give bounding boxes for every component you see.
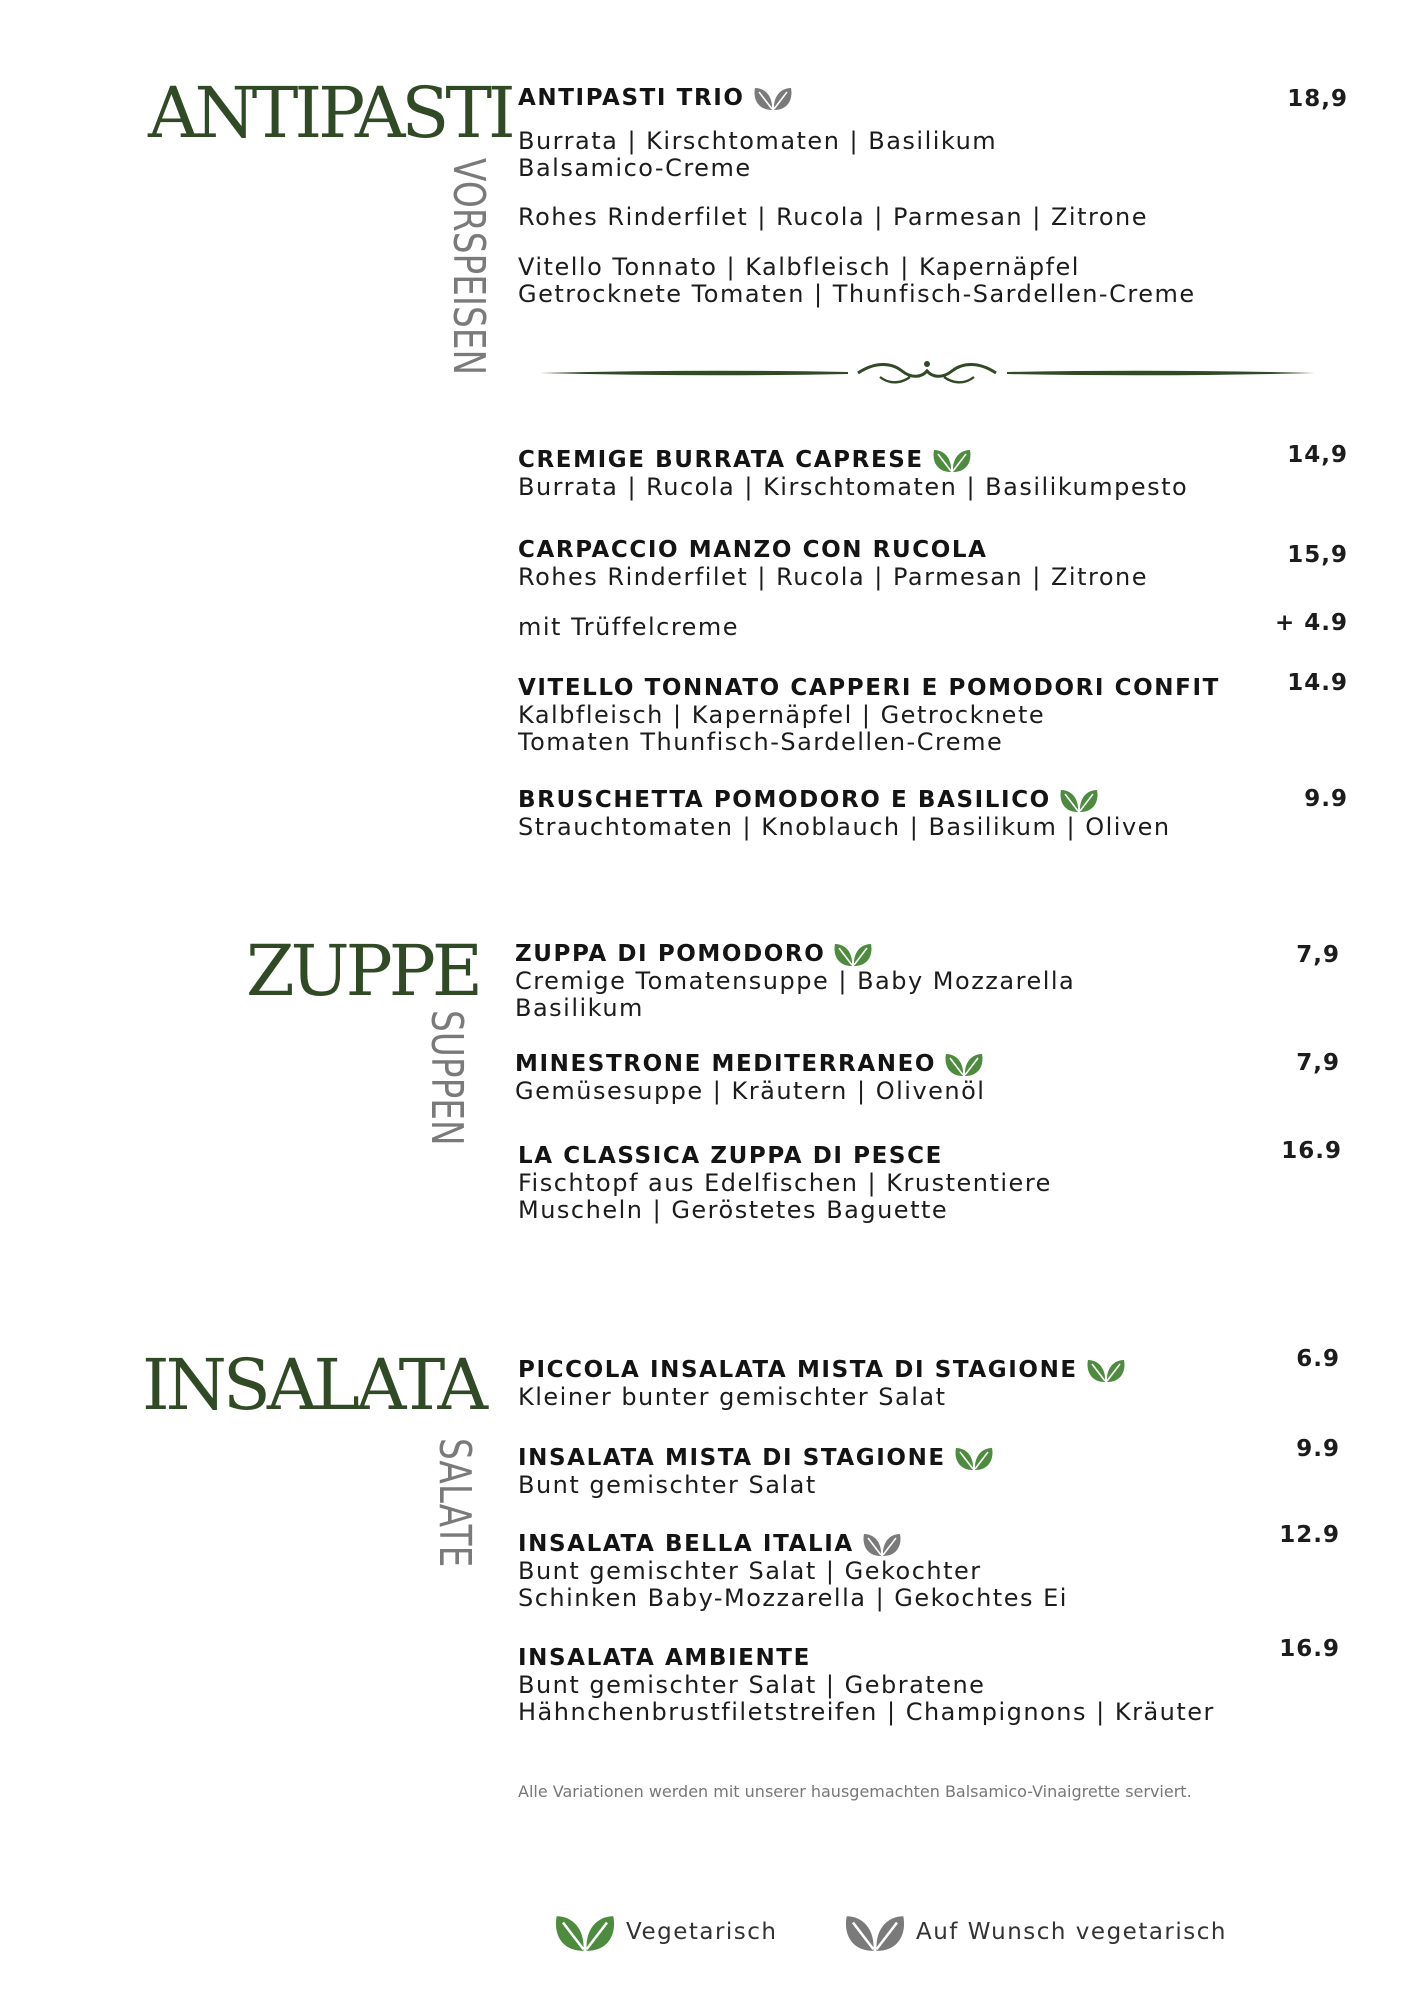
menu-item	[515, 940, 1355, 1022]
item-description: Tomaten Thunfisch-Sardellen-Creme	[518, 728, 1004, 756]
menu-item	[518, 536, 1358, 591]
item-price: 18,9	[1287, 86, 1348, 112]
leaf-grey-icon	[860, 1530, 904, 1558]
item-price: 9.9	[1304, 786, 1348, 812]
leaf-grey-icon	[840, 1910, 910, 1954]
item-description: Rohes Rinderfilet | Rucola | Parmesan | Zitrone	[518, 563, 1148, 591]
item-price: 12.9	[1279, 1522, 1340, 1548]
zuppe-subtitle: SUPPEN	[421, 1010, 472, 1146]
item-name: INSALATA MISTA DI STAGIONE	[518, 1445, 946, 1471]
legend-optional-vegetarian	[840, 1910, 1227, 1954]
item-price: 16.9	[1279, 1636, 1340, 1662]
item-price: 6.9	[1296, 1346, 1340, 1372]
menu-item	[518, 1444, 1358, 1499]
item-price: 7,9	[1296, 942, 1340, 968]
legend-vegetarian	[550, 1910, 778, 1954]
insalata-title: INSALATA	[142, 1344, 485, 1426]
item-description: Burrata | Kirschtomaten | Basilikum	[518, 127, 998, 155]
legend-label: Vegetarisch	[626, 1919, 778, 1945]
item-description: Basilikum	[515, 994, 644, 1022]
dressing-note: Alle Variationen werden mit unserer hausgemachten Balsamico-Vinaigrette serviert.	[518, 1782, 1192, 1801]
item-description: Bunt gemischter Salat | Gekochter	[518, 1557, 982, 1585]
menu-item	[518, 674, 1358, 756]
menu-item	[518, 1356, 1358, 1411]
antipasti-subtitle: VORSPEISEN	[443, 158, 494, 376]
item-description: Getrocknete Tomaten | Thunfisch-Sardellen-Creme	[518, 280, 1196, 308]
leaf-green-icon	[942, 1050, 986, 1078]
item-name: MINESTRONE MEDITERRANEO	[515, 1051, 937, 1077]
antipasti-title: ANTIPASTI	[148, 72, 512, 154]
item-name: CARPACCIO MANZO CON RUCOLA	[518, 537, 988, 563]
legend-label: Auf Wunsch vegetarisch	[916, 1919, 1227, 1945]
item-price: 15,9	[1287, 542, 1348, 568]
leaf-green-icon	[1084, 1356, 1128, 1384]
item-description: Gemüsesuppe | Kräutern | Olivenöl	[515, 1077, 986, 1105]
item-name: INSALATA AMBIENTE	[518, 1645, 811, 1671]
ornamental-divider	[540, 357, 1315, 387]
item-name: CREMIGE BURRATA CAPRESE	[518, 447, 924, 473]
menu-item	[518, 446, 1358, 501]
item-description: Burrata | Rucola | Kirschtomaten | Basilikumpesto	[518, 473, 1189, 501]
antipasti-trio	[518, 84, 1358, 112]
item-price: 14,9	[1287, 442, 1348, 468]
menu-item	[518, 1530, 1358, 1612]
leaf-green-icon	[550, 1910, 620, 1954]
item-description: Kleiner bunter gemischter Salat	[518, 1383, 947, 1411]
menu-item	[518, 786, 1358, 841]
item-description: Fischtopf aus Edelfischen | Krustentiere	[518, 1169, 1052, 1197]
item-description: Kalbfleisch | Kapernäpfel | Getrocknete	[518, 701, 1046, 729]
item-name: BRUSCHETTA POMODORO E BASILICO	[518, 787, 1051, 813]
item-description: Bunt gemischter Salat | Gebratene	[518, 1671, 986, 1699]
item-price: 14.9	[1287, 670, 1348, 696]
item-extra-price: + 4.9	[1274, 610, 1348, 636]
item-description: Balsamico-Creme	[518, 154, 752, 182]
leaf-green-icon	[1057, 786, 1101, 814]
item-description: Hähnchenbrustfiletstreifen | Champignons | Kräuter	[518, 1698, 1215, 1726]
item-description: Schinken Baby-Mozzarella | Gekochtes Ei	[518, 1584, 1068, 1612]
leaf-green-icon	[831, 940, 875, 968]
item-description: Muscheln | Geröstetes Baguette	[518, 1196, 949, 1224]
insalata-subtitle: SALATE	[429, 1438, 480, 1568]
item-name: INSALATA BELLA ITALIA	[518, 1531, 854, 1557]
item-name: PICCOLA INSALATA MISTA DI STAGIONE	[518, 1357, 1078, 1383]
item-name: VITELLO TONNATO CAPPERI E POMODORI CONFIT	[518, 675, 1220, 701]
item-name: ANTIPASTI TRIO	[518, 85, 745, 111]
item-description: Vitello Tonnato | Kalbfleisch | Kapernäpfel	[518, 253, 1080, 281]
item-price: 16.9	[1281, 1138, 1342, 1164]
leaf-grey-icon	[751, 84, 795, 112]
item-name: LA CLASSICA ZUPPA DI PESCE	[518, 1143, 943, 1169]
item-extra-label: mit Trüffelcreme	[518, 613, 740, 641]
item-price: 7,9	[1296, 1050, 1340, 1076]
item-name: ZUPPA DI POMODORO	[515, 941, 826, 967]
menu-item	[518, 1644, 1358, 1726]
item-description: Cremige Tomatensuppe | Baby Mozzarella	[515, 967, 1076, 995]
leaf-green-icon	[930, 446, 974, 474]
item-description: Rohes Rinderfilet | Rucola | Parmesan | Zitrone	[518, 203, 1148, 231]
menu-item	[518, 1142, 1358, 1224]
item-description: Bunt gemischter Salat	[518, 1471, 817, 1499]
leaf-green-icon	[952, 1444, 996, 1472]
menu-item	[515, 1050, 1355, 1105]
item-description: Strauchtomaten | Knoblauch | Basilikum | Oliven	[518, 813, 1171, 841]
zuppe-title: ZUPPE	[246, 930, 479, 1012]
item-price: 9.9	[1296, 1436, 1340, 1462]
